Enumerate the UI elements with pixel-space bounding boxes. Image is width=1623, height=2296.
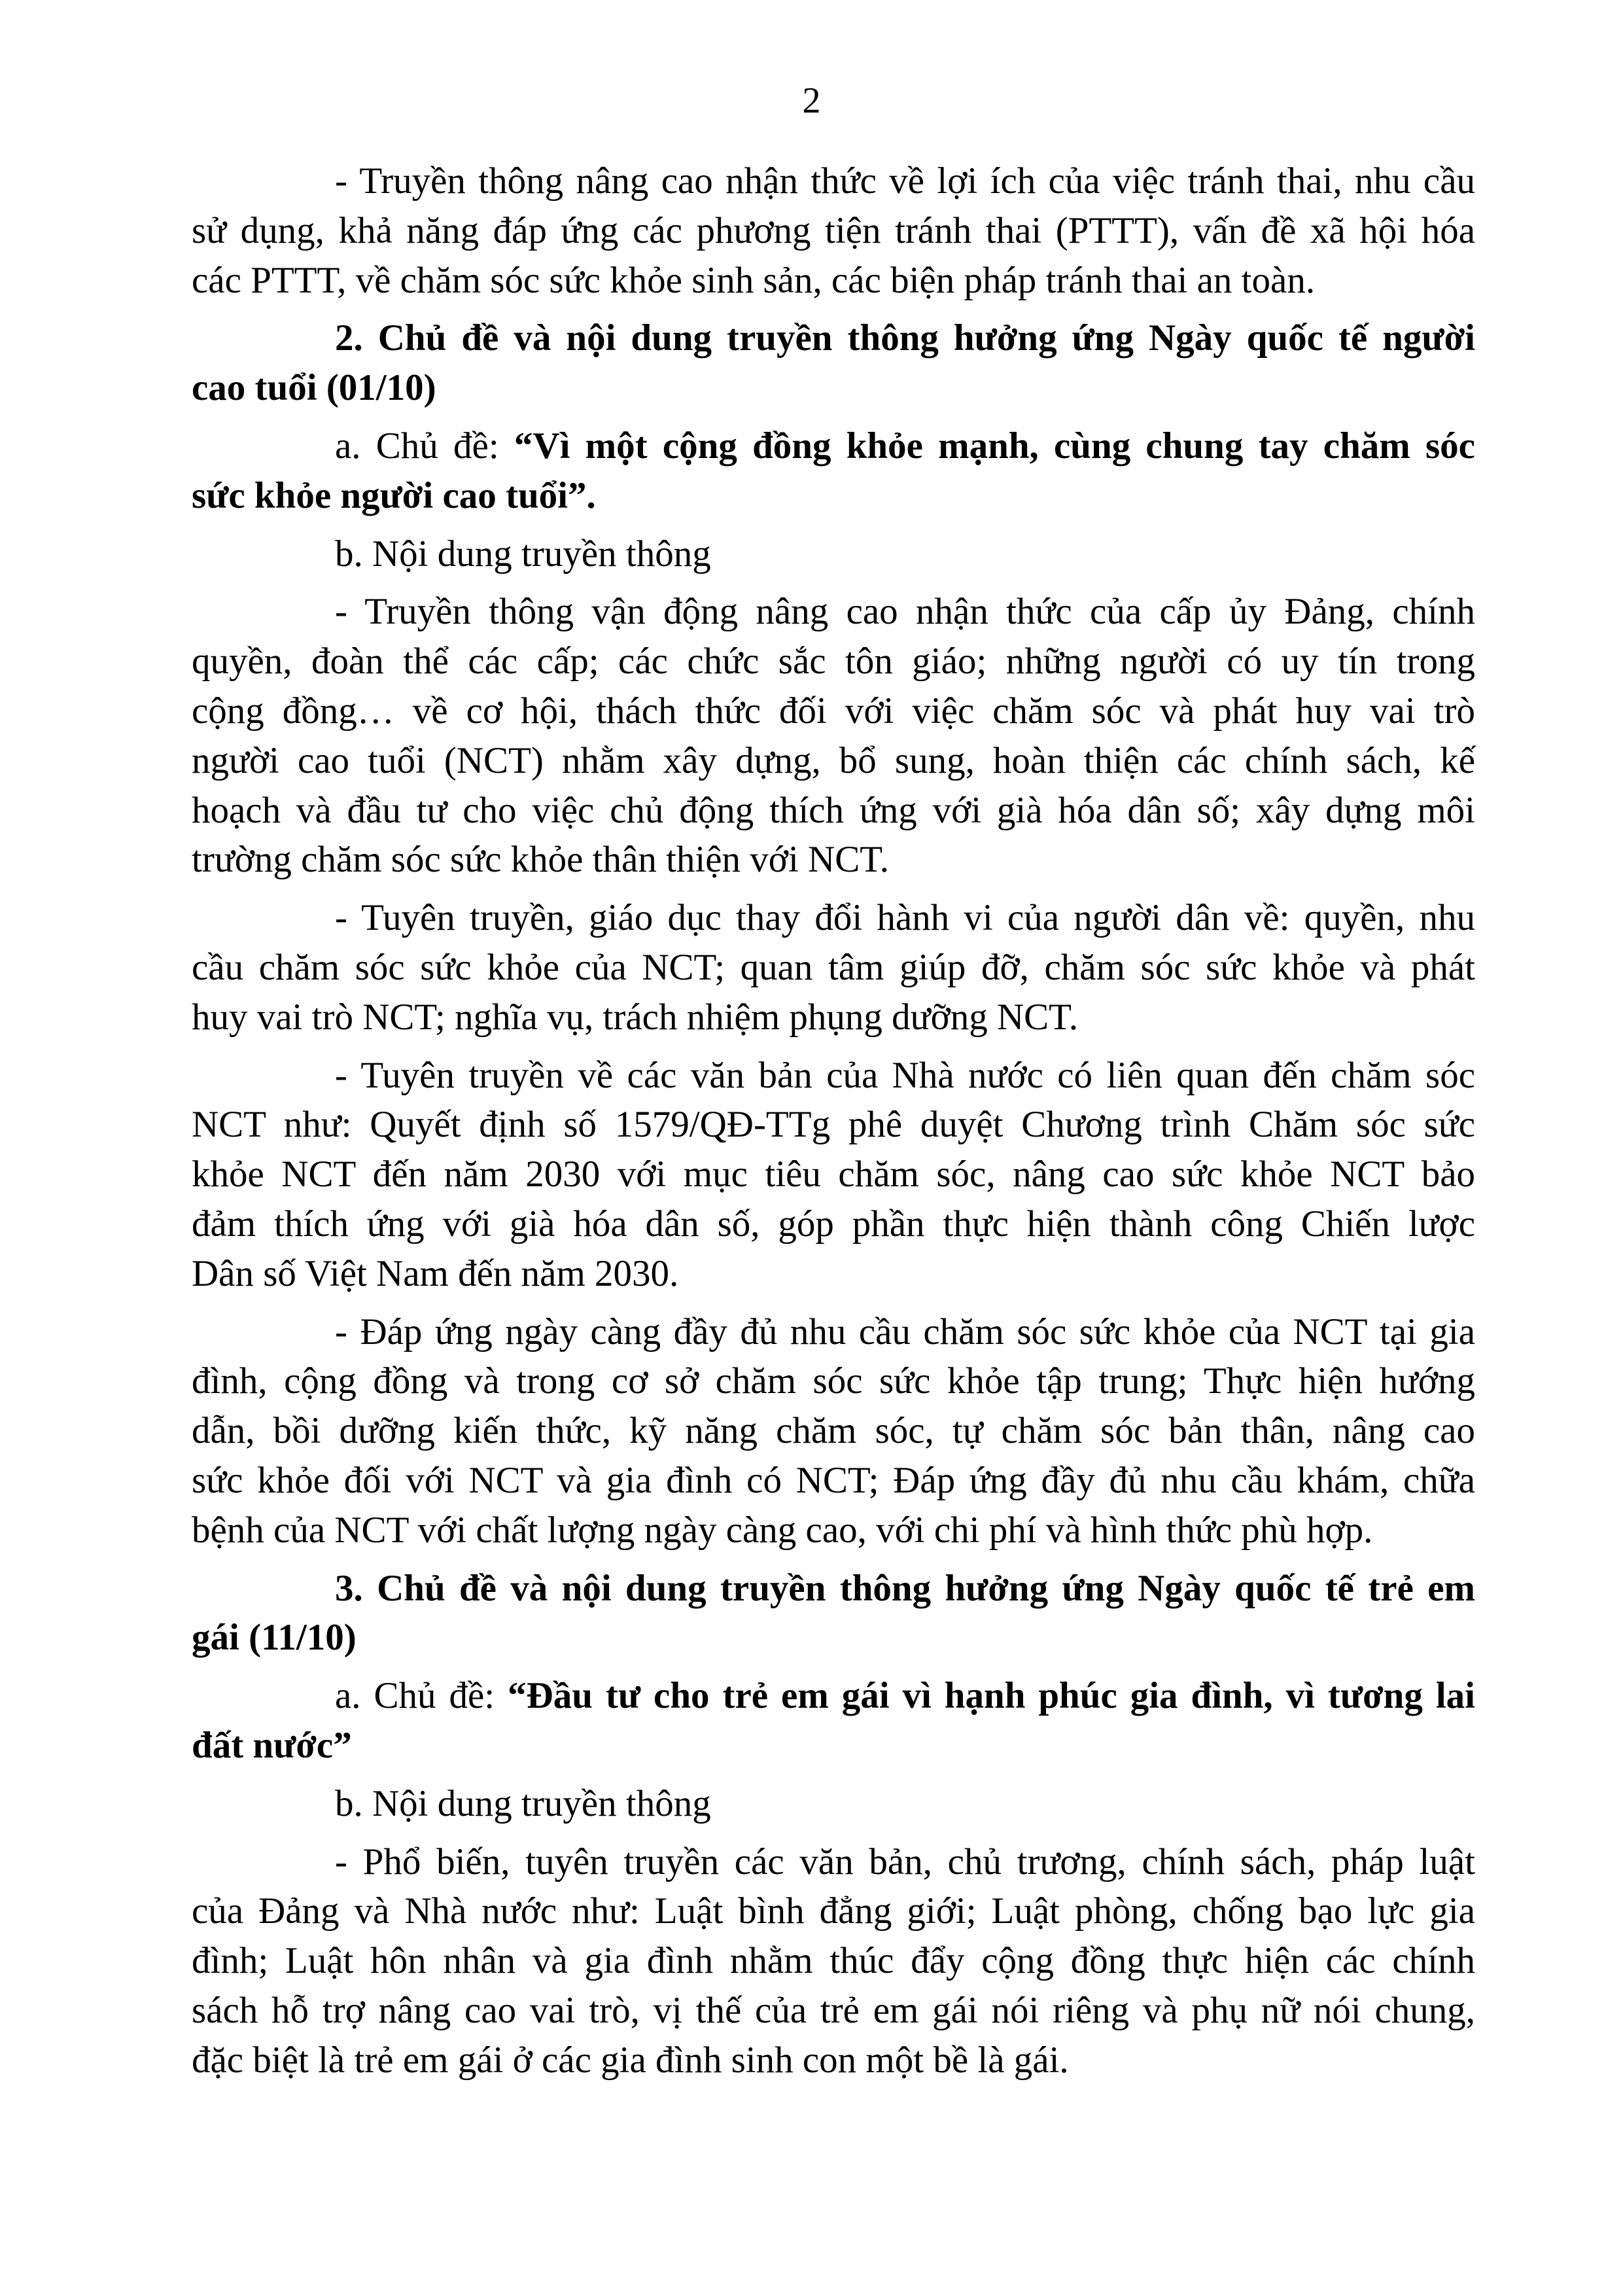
text-line	[192, 1779, 1475, 1829]
bold-text: 2. Chủ đề và nội dung truyền thông hưởng ứng Ngày quốc tế người	[335, 317, 1475, 359]
text: - Tuyên truyền về các văn bản của Nhà nước có liên quan đến chăm sóc	[335, 1054, 1475, 1096]
text-line	[192, 2036, 1475, 2085]
text-line	[192, 421, 1475, 471]
text: sử dụng, khả năng đáp ứng các phương tiện tránh thai (PTTT), vấn đề xã hội hóa	[192, 209, 1475, 251]
bold-text: “Đầu tư cho trẻ em gái vì hạnh phúc gia đình, vì tương lai	[508, 1675, 1475, 1717]
text: quyền, đoàn thể các cấp; các chức sắc tôn giáo; những người có uy tín trong	[192, 641, 1475, 682]
text: b. Nội dung truyền thông	[335, 533, 711, 574]
paragraph-heading	[192, 313, 1475, 413]
text: sức khỏe đối với NCT và gia đình có NCT; Đáp ứng đầy đủ nhu cầu khám, chữa	[192, 1459, 1475, 1501]
text-line	[192, 1356, 1475, 1406]
text: bệnh của NCT với chất lượng ngày càng cao, với chi phí và hình thức phù hợp.	[192, 1509, 1373, 1551]
text: khỏe NCT đến năm 2030 với mục tiêu chăm sóc, nâng cao sức khỏe NCT bảo	[192, 1154, 1475, 1195]
text-line	[192, 1199, 1475, 1249]
paragraph-heading	[192, 1564, 1475, 1663]
bold-text: cao tuổi (01/10)	[192, 367, 436, 409]
paragraph-body	[192, 893, 1475, 1042]
paragraph-theme	[192, 421, 1475, 521]
text: trường chăm sóc sức khỏe thân thiện với NCT.	[192, 839, 890, 881]
text: đặc biệt là trẻ em gái ở các gia đình sinh con một bề là gái.	[192, 2039, 1069, 2081]
text: các PTTT, về chăm sóc sức khỏe sinh sản, các biện pháp tránh thai an toàn.	[192, 259, 1316, 301]
text-line	[192, 1886, 1475, 1936]
text-line	[192, 943, 1475, 993]
bold-text: sức khỏe người cao tuổi”.	[192, 474, 596, 516]
bold-text: đất nước”	[192, 1724, 352, 1766]
text-line	[192, 786, 1475, 836]
text-line	[192, 471, 1475, 521]
paragraph-subheading	[192, 1779, 1475, 1829]
bold-text: 3. Chủ đề và nội dung truyền thông hưởng ứng Ngày quốc tế trẻ em	[335, 1567, 1475, 1609]
text-line	[192, 313, 1475, 363]
text: - Phổ biến, tuyên truyền các văn bản, chủ trương, chính sách, pháp luật	[335, 1841, 1475, 1882]
paragraph-subheading	[192, 529, 1475, 579]
text: đình, cộng đồng và trong cơ sở chăm sóc sức khỏe tập trung; Thực hiện hướng	[192, 1360, 1475, 1402]
text-line	[192, 1456, 1475, 1506]
paragraph-body	[192, 1307, 1475, 1555]
text: huy vai trò NCT; nghĩa vụ, trách nhiệm phụng dưỡng NCT.	[192, 996, 1078, 1038]
text-line	[192, 893, 1475, 943]
paragraph-theme	[192, 1671, 1475, 1771]
text-line	[192, 256, 1475, 306]
text: của Đảng và Nhà nước như: Luật bình đẳng giới; Luật phòng, chống bạo lực gia	[192, 1890, 1475, 1932]
text-line	[192, 1671, 1475, 1721]
bold-text: gái (11/10)	[192, 1617, 357, 1659]
text-line	[192, 1100, 1475, 1150]
paragraph-body	[192, 156, 1475, 305]
text: - Đáp ứng ngày càng đầy đủ nhu cầu chăm sóc sức khỏe của NCT tại gia	[335, 1311, 1475, 1352]
text: a. Chủ đề:	[335, 1675, 508, 1717]
text-line	[192, 736, 1475, 786]
text-line	[192, 1406, 1475, 1456]
text-line	[192, 1837, 1475, 1887]
text-line	[192, 1564, 1475, 1614]
text-line	[192, 587, 1475, 637]
text: hoạch và đầu tư cho việc chủ động thích ứng với già hóa dân số; xây dựng môi	[192, 789, 1475, 831]
text: a. Chủ đề:	[335, 425, 514, 467]
text-line	[192, 1506, 1475, 1555]
text-line	[192, 1051, 1475, 1101]
text: NCT như: Quyết định số 1579/QĐ-TTg phê duyệt Chương trình Chăm sóc sức	[192, 1104, 1475, 1146]
text: cộng đồng… về cơ hội, thách thức đối với việc chăm sóc và phát huy vai trò	[192, 690, 1475, 732]
text: người cao tuổi (NCT) nhằm xây dựng, bổ sung, hoàn thiện các chính sách, kế	[192, 739, 1475, 781]
document-body	[192, 156, 1475, 2093]
text-line	[192, 206, 1475, 256]
text: - Truyền thông nâng cao nhận thức về lợi ích của việc tránh thai, nhu cầu	[335, 160, 1475, 202]
text-line	[192, 686, 1475, 736]
text-line	[192, 1150, 1475, 1199]
text-line	[192, 637, 1475, 686]
text: dẫn, bồi dưỡng kiến thức, kỹ năng chăm sóc, tự chăm sóc bản thân, nâng cao	[192, 1410, 1475, 1452]
text-line	[192, 1249, 1475, 1299]
text-line	[192, 1936, 1475, 1986]
text-line	[192, 1307, 1475, 1357]
paragraph-body	[192, 1051, 1475, 1299]
text: - Tuyên truyền, giáo dục thay đổi hành vi của người dân về: quyền, nhu	[335, 897, 1475, 939]
text: Dân số Việt Nam đến năm 2030.	[192, 1252, 679, 1294]
text: đình; Luật hôn nhân và gia đình nhằm thúc đẩy cộng đồng thực hiện các chính	[192, 1940, 1475, 1982]
text-line	[192, 156, 1475, 206]
text: đảm thích ứng với già hóa dân số, góp phần thực hiện thành công Chiến lược	[192, 1203, 1475, 1245]
bold-text: “Vì một cộng đồng khỏe mạnh, cùng chung tay chăm sóc	[514, 425, 1475, 467]
text-line	[192, 363, 1475, 413]
text-line	[192, 529, 1475, 579]
text: sách hỗ trợ nâng cao vai trò, vị thế của trẻ em gái nói riêng và phụ nữ nói chung,	[192, 1989, 1475, 2031]
text-line	[192, 1721, 1475, 1771]
text-line	[192, 1986, 1475, 2036]
text: - Truyền thông vận động nâng cao nhận thức của cấp ủy Đảng, chính	[335, 591, 1475, 633]
text-line	[192, 835, 1475, 885]
text: cầu chăm sóc sức khỏe của NCT; quan tâm giúp đỡ, chăm sóc sức khỏe và phát	[192, 946, 1475, 988]
text: b. Nội dung truyền thông	[335, 1782, 711, 1824]
paragraph-body	[192, 1837, 1475, 2085]
paragraph-body	[192, 587, 1475, 885]
text-line	[192, 1613, 1475, 1663]
text-line	[192, 993, 1475, 1042]
page-number: 2	[802, 80, 821, 121]
